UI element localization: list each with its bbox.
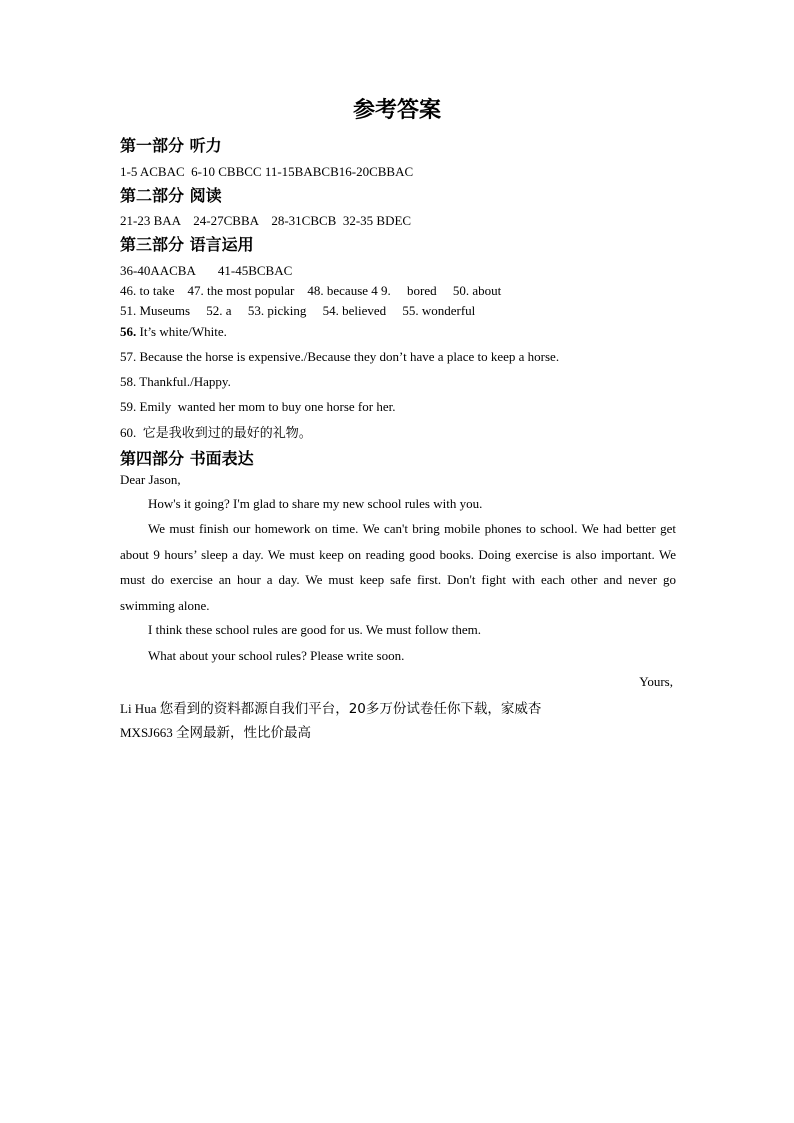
answer-56-number: 56.	[120, 324, 137, 339]
listening-answers: 1-5 ACBAC 6-10 CBBCC 11-15BABCB16-20CBBAC	[120, 164, 414, 179]
answer-58: 58. Thankful./Happy.	[120, 374, 231, 389]
answer-60-number: 60.	[120, 425, 137, 440]
answer-56	[120, 323, 227, 340]
letter-paragraph-4: What about your school rules? Please write soon.	[148, 648, 405, 663]
platform-notice-line-2: 全网最新，性比价最高	[176, 725, 311, 741]
letter-signature: Li Hua	[120, 701, 157, 716]
section-heading-reading: 第二部分 阅读	[120, 186, 222, 205]
letter-paragraph-1: How's it going? I'm glad to share my new school rules with you.	[148, 496, 483, 511]
letter-closing: Yours,	[639, 674, 673, 689]
section-heading-writing: 第四部分 书面表达	[120, 449, 254, 468]
reading-answers: 21-23 BAA 24-27CBBA 28-31CBCB 32-35 BDEC	[120, 213, 412, 228]
language-answers-36-45: 36-40AACBA 41-45BCBAC	[120, 263, 293, 278]
platform-code: MXSJ663	[120, 725, 173, 740]
signature-and-notice	[120, 697, 640, 745]
answer-59: 59. Emily wanted her mom to buy one horse for her.	[120, 399, 396, 414]
platform-notice-line-1: 您看到的资料都源自我们平台，20多万份试卷任你下载，家威杏	[159, 701, 542, 717]
language-answers-46-50: 46. to take 47. the most popular 48. because 4 9. bored 50. about	[120, 283, 502, 298]
answer-60-text: 它是我收到过的最好的礼物。	[142, 426, 312, 441]
answer-56-text: It’s white/White.	[136, 324, 227, 339]
answer-60	[120, 424, 312, 442]
letter-paragraph-2: We must finish our homework on time. We can't bring mobile phones to school. We had better get about 9 hours’ sleep a day. We must keep on reading good books. Doing exercise is also important. We must do exercise an hour a day. We must keep safe first. Don't fight with each other and never go swimming alone.	[120, 521, 676, 613]
answer-57: 57. Because the horse is expensive./Because they don’t have a place to keep a horse.	[120, 349, 560, 364]
section-heading-listening: 第一部分 听力	[120, 136, 222, 155]
section-heading-language-use: 第三部分 语言运用	[120, 235, 254, 254]
language-answers-51-55: 51. Museums 52. a 53. picking 54. believed 55. wonderful	[120, 303, 476, 318]
letter-paragraph-3: I think these school rules are good for us. We must follow them.	[148, 622, 482, 637]
letter-greeting: Dear Jason,	[120, 472, 181, 487]
page-title: 参考答案	[352, 98, 441, 123]
